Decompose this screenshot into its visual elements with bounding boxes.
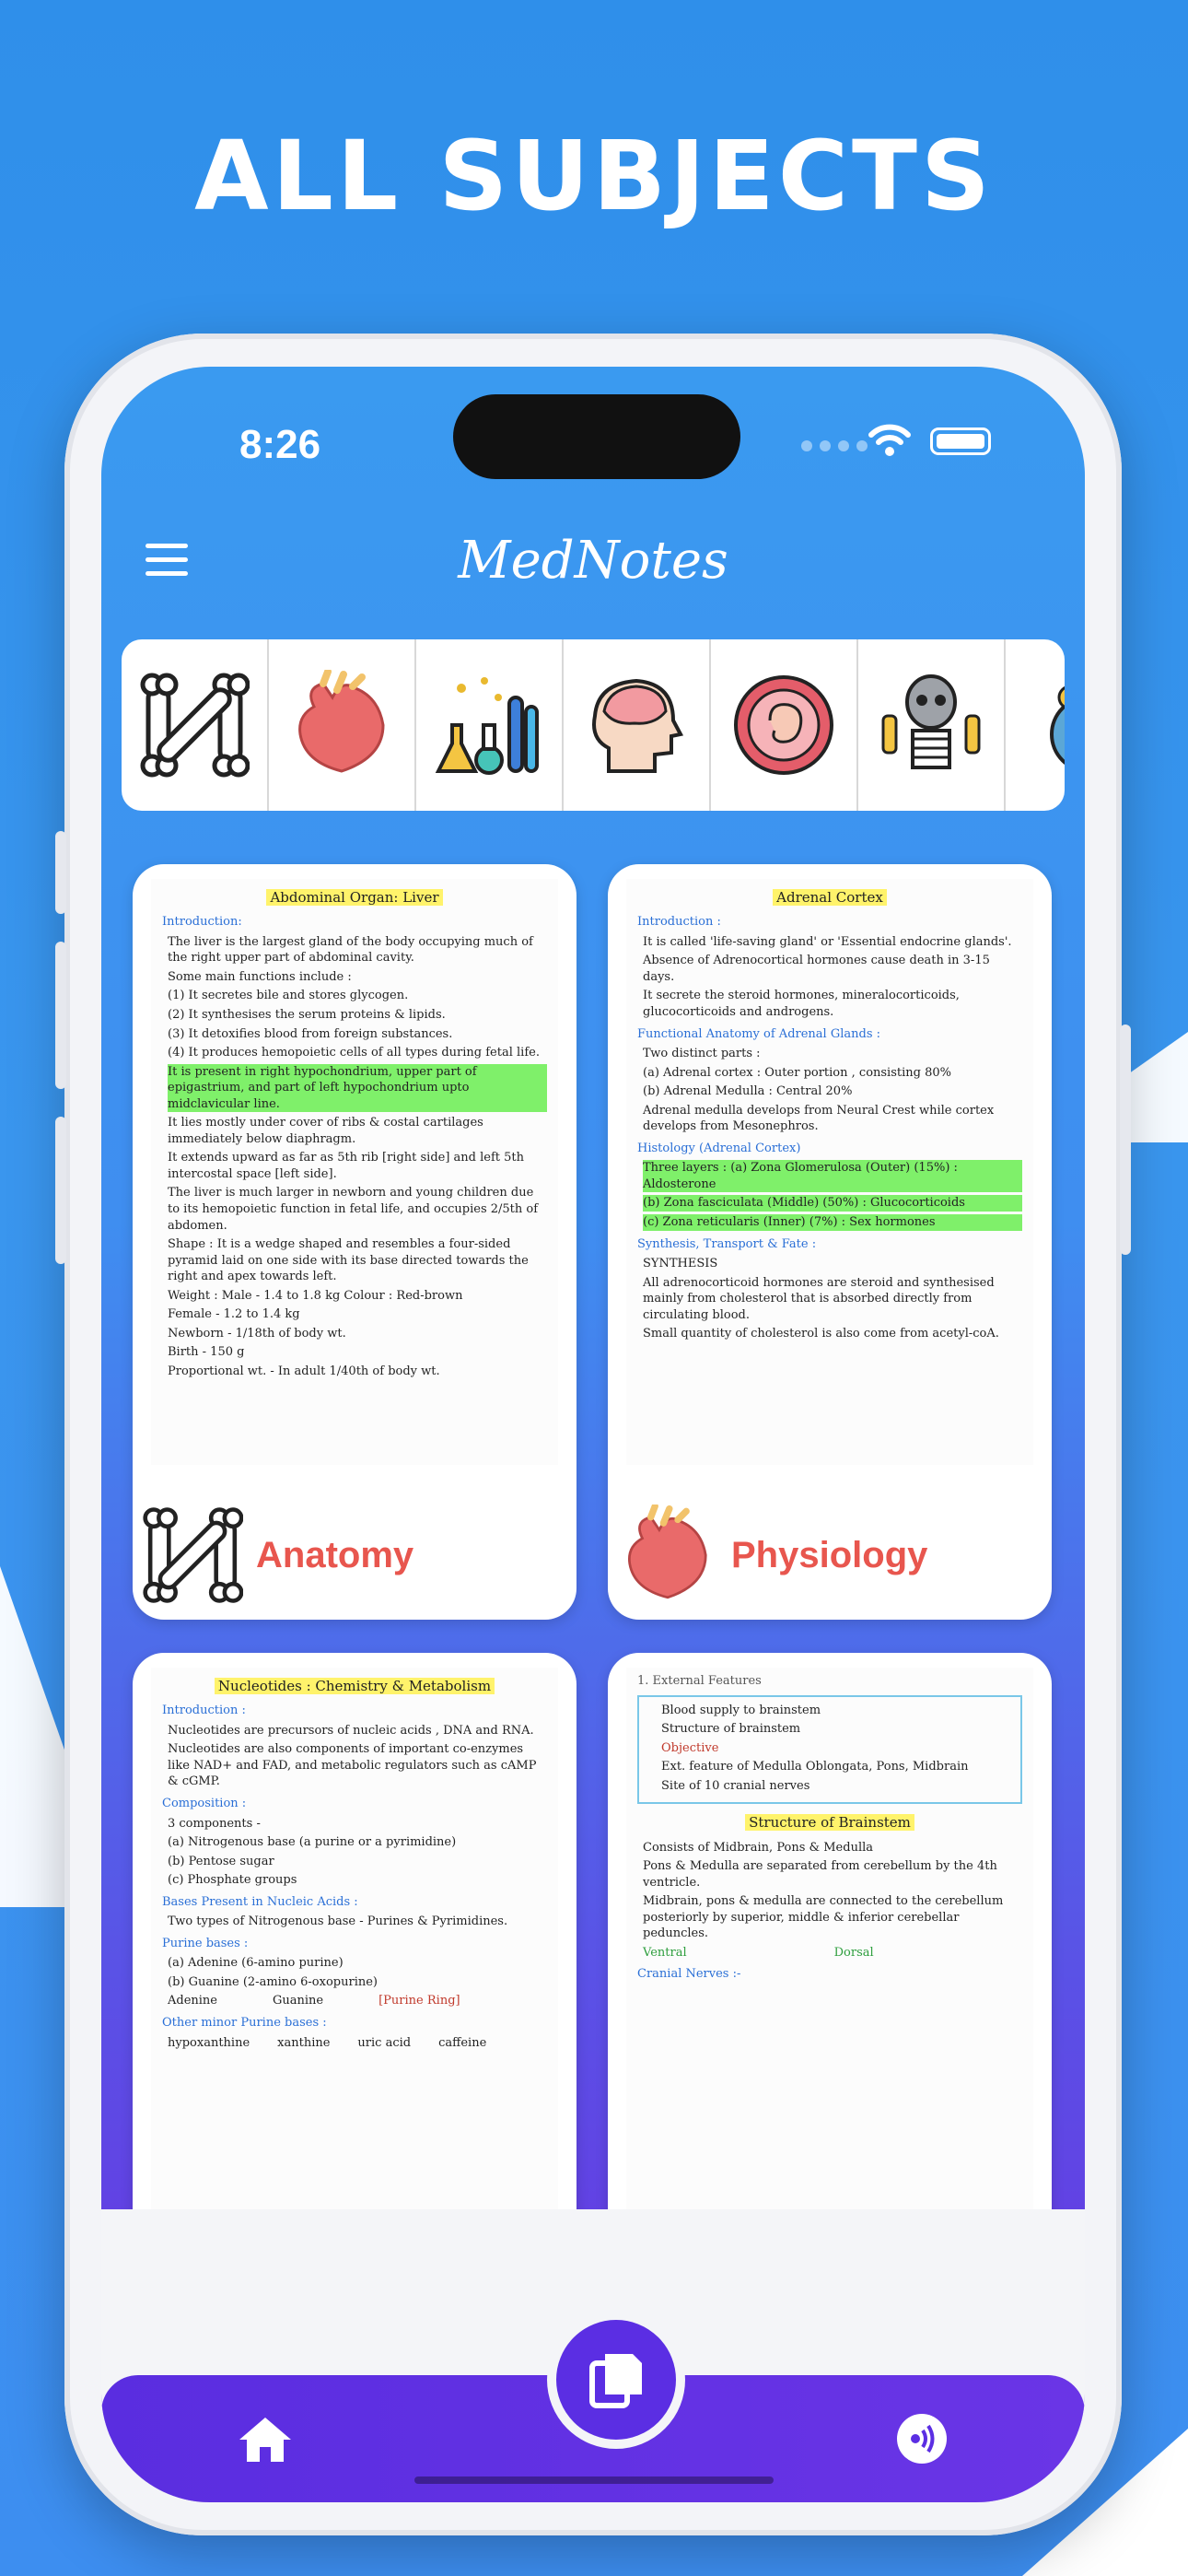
subject-card-physiology[interactable] <box>608 864 1052 1620</box>
phone-button <box>1120 1025 1131 1255</box>
note-line: The liver is the largest gland of the body occupying much of the right upper part of abdominal cavity. <box>168 934 533 966</box>
note-title: Adrenal Cortex <box>773 889 887 906</box>
note-line: It is called 'life-saving gland' or 'Essential endocrine glands'. <box>643 934 1012 949</box>
phone-button <box>55 942 66 1089</box>
note-line: [Purine Ring] <box>379 1994 460 2008</box>
card-footer <box>133 1491 577 1620</box>
note-line: Other minor Purine bases : <box>162 2016 327 2030</box>
phone-button <box>55 1117 66 1264</box>
note-section: Introduction : <box>637 915 721 930</box>
note-line: Small quantity of cholesterol is also come from acetyl-coA. <box>643 1327 999 1341</box>
note-line: Ext. feature of Medulla Oblongata, Pons, Midbrain <box>661 1760 969 1774</box>
phone-frame <box>64 334 1122 2535</box>
card-label: Anatomy <box>256 1534 414 1575</box>
note-line: (b) Zona fasciculata (Middle) (50%) : Glucocorticoids <box>643 1195 1022 1212</box>
note-line: (c) Zona reticularis (Inner) (7%) : Sex hormones <box>643 1214 1022 1231</box>
strip-item-biochemistry[interactable] <box>416 639 564 811</box>
note-preview <box>626 1668 1033 2244</box>
note-line: Shape : It is a wedge shaped and resembles a four-sided pyramid laid on one side with its base directed towards the right and apex towards left. <box>168 1237 529 1284</box>
battery-icon <box>930 427 991 455</box>
note-line: caffeine <box>438 2035 487 2050</box>
wifi-icon <box>868 422 912 459</box>
card-label: Physiology <box>731 1534 928 1575</box>
note-line: (a) Adenine (6-amino purine) <box>168 1956 344 1971</box>
note-line: xanthine <box>277 2035 331 2050</box>
microbe-icon <box>1024 670 1065 780</box>
card-footer <box>608 1491 1052 1620</box>
note-preview <box>626 879 1033 1465</box>
note-line: Some main functions include : <box>168 969 352 984</box>
heart-icon <box>617 1505 718 1606</box>
embryo-icon <box>728 670 839 780</box>
note-line: (a) Adrenal cortex : Outer portion , consisting 80% <box>643 1065 951 1080</box>
note-line: (b) Adrenal Medulla : Central 20% <box>643 1084 853 1099</box>
status-time: 8:26 <box>239 422 321 467</box>
note-title: 1. External Features <box>637 1674 762 1688</box>
note-line: It lies mostly under cover of ribs & costal cartilages immediately below diaphragm. <box>168 1116 483 1146</box>
notes-button[interactable] <box>547 2311 685 2449</box>
note-line: Structure of brainstem <box>661 1722 801 1737</box>
note-line: Three layers : (a) Zona Glomerulosa (Outer) (15%) : Aldosterone <box>643 1160 1022 1192</box>
app-screen <box>101 367 1085 2502</box>
lab-icon <box>434 670 544 780</box>
note-line: The liver is much larger in newborn and young children due to its hemopoietic function in fetal life, and occupies 2/5th of abdomen. <box>168 1186 539 1233</box>
app-title: MedNotes <box>458 531 728 591</box>
note-line: (b) Guanine (2-amino 6-oxopurine) <box>168 1974 378 1989</box>
note-line: (b) Pentose sugar <box>168 1854 274 1868</box>
objective-box <box>637 1695 1022 1805</box>
note-line: Midbrain, pons & medulla are connected to the cerebellum posteriorly by superior, middle & inferior cerebellar peduncles. <box>643 1894 1004 1941</box>
audio-waves-icon <box>897 2414 947 2464</box>
skeleton-icon <box>876 670 986 780</box>
phone-button <box>55 831 66 914</box>
note-line: Absence of Adrenocortical hormones cause death in 3-15 days. <box>643 954 990 984</box>
strip-item-neuroanatomy[interactable] <box>564 639 711 811</box>
home-icon[interactable] <box>238 2416 293 2464</box>
strip-item-physiology[interactable] <box>269 639 416 811</box>
note-line: Birth - 150 g <box>168 1345 245 1360</box>
note-line: Site of 10 cranial nerves <box>661 1778 810 1793</box>
audio-icon[interactable] <box>897 2414 947 2464</box>
note-line: SYNTHESIS <box>643 1257 718 1271</box>
subject-card-biochemistry[interactable] <box>133 1653 577 2265</box>
note-line: hypoxanthine <box>168 2035 250 2050</box>
note-preview <box>151 879 558 1465</box>
home-indicator <box>414 2476 774 2484</box>
note-line: Cranial Nerves :- <box>637 1967 741 1982</box>
dynamic-island <box>453 394 740 479</box>
note-line: Two distinct parts : <box>643 1047 761 1061</box>
note-line: Newborn - 1/18th of body wt. <box>168 1326 346 1341</box>
note-title: Nucleotides : Chemistry & Metabolism <box>215 1678 495 1694</box>
heart-icon <box>286 670 397 780</box>
notes-icon <box>587 2350 646 2409</box>
signal-icon <box>801 440 868 451</box>
note-line: Nucleotides are also components of important co-enzymes like NAD+ and FAD, and metabolic regulators such as cAMP & cGMP. <box>168 1742 537 1789</box>
note-line: Adenine <box>168 1994 217 2008</box>
brain-icon <box>581 670 692 780</box>
note-line: Ventral <box>643 1945 687 1960</box>
note-line: Bases Present in Nucleic Acids : <box>162 1894 358 1909</box>
note-line: Guanine <box>273 1994 324 2008</box>
note-line: 3 components - <box>168 1816 261 1831</box>
note-title: Abdominal Organ: Liver <box>266 889 442 906</box>
note-line: (3) It detoxifies blood from foreign substances. <box>168 1026 453 1041</box>
note-line: Histology (Adrenal Cortex) <box>637 1141 801 1155</box>
note-line: Adrenal medulla develops from Neural Crest while cortex develops from Mesonephros. <box>643 1103 995 1134</box>
note-line: It is present in right hypochondrium, upper part of epigastrium, and part of left hypochondrium upto midclavicular line. <box>168 1064 547 1113</box>
note-line: It secrete the steroid hormones, mineralocorticoids, glucocorticoids and androgens. <box>643 989 960 1019</box>
note-line: (4) It produces hemopoietic cells of all types during fetal life. <box>168 1046 540 1060</box>
note-line: Synthesis, Transport & Fate : <box>637 1236 817 1251</box>
note-line: Consists of Midbrain, Pons & Medulla <box>643 1840 874 1855</box>
note-section: Introduction: <box>162 915 242 930</box>
promo-headline: ALL SUBJECTS <box>194 120 994 232</box>
note-line: (a) Nitrogenous base (a purine or a pyrimidine) <box>168 1835 457 1850</box>
subject-card-neuroanatomy[interactable] <box>608 1653 1052 2265</box>
note-line: Proportional wt. - In adult 1/40th of body wt. <box>168 1364 440 1378</box>
subject-strip[interactable] <box>122 639 1065 811</box>
note-line: Nucleotides are precursors of nucleic acids , DNA and RNA. <box>168 1723 534 1738</box>
note-line: Objective <box>661 1740 719 1755</box>
note-line: Functional Anatomy of Adrenal Glands : <box>637 1026 881 1041</box>
note-section: Introduction : <box>162 1704 246 1718</box>
note-section: Structure of Brainstem <box>745 1814 914 1831</box>
bone-icon <box>142 1505 243 1606</box>
note-line: Blood supply to brainstem <box>661 1703 821 1717</box>
bone-icon <box>139 670 250 780</box>
note-line: Two types of Nitrogenous base - Purines & Pyrimidines. <box>168 1914 508 1929</box>
strip-item-anatomy[interactable] <box>122 639 269 811</box>
note-line: (c) Phosphate groups <box>168 1873 297 1888</box>
strip-item-pathology[interactable] <box>858 639 1006 811</box>
note-line: (2) It synthesises the serum proteins & lipids. <box>168 1007 446 1022</box>
note-line: It extends upward as far as 5th rib [right side] and left 5th intercostal space [left side]. <box>168 1151 525 1181</box>
note-line: Dorsal <box>833 1945 874 1960</box>
strip-item-microbiology[interactable] <box>1006 639 1065 811</box>
note-preview <box>151 1668 558 2244</box>
note-line: Female - 1.2 to 1.4 kg <box>168 1307 300 1322</box>
note-line: Pons & Medulla are separated from cerebellum by the 4th ventricle. <box>643 1859 997 1890</box>
note-line: Composition : <box>162 1796 247 1810</box>
app-bar <box>101 514 1085 625</box>
note-line: (1) It secretes bile and stores glycogen. <box>168 989 409 1003</box>
note-line: All adrenocorticoid hormones are steroid and synthesised mainly from cholesterol that is absorbed directly from circulating blood. <box>643 1275 995 1322</box>
note-line: Purine bases : <box>162 1936 249 1950</box>
note-line: Weight : Male - 1.4 to 1.8 kg Colour : Red-brown <box>168 1288 463 1303</box>
status-bar <box>101 367 1085 486</box>
note-line: uric acid <box>357 2035 412 2050</box>
strip-item-embryology[interactable] <box>711 639 858 811</box>
subject-card-anatomy[interactable] <box>133 864 577 1620</box>
